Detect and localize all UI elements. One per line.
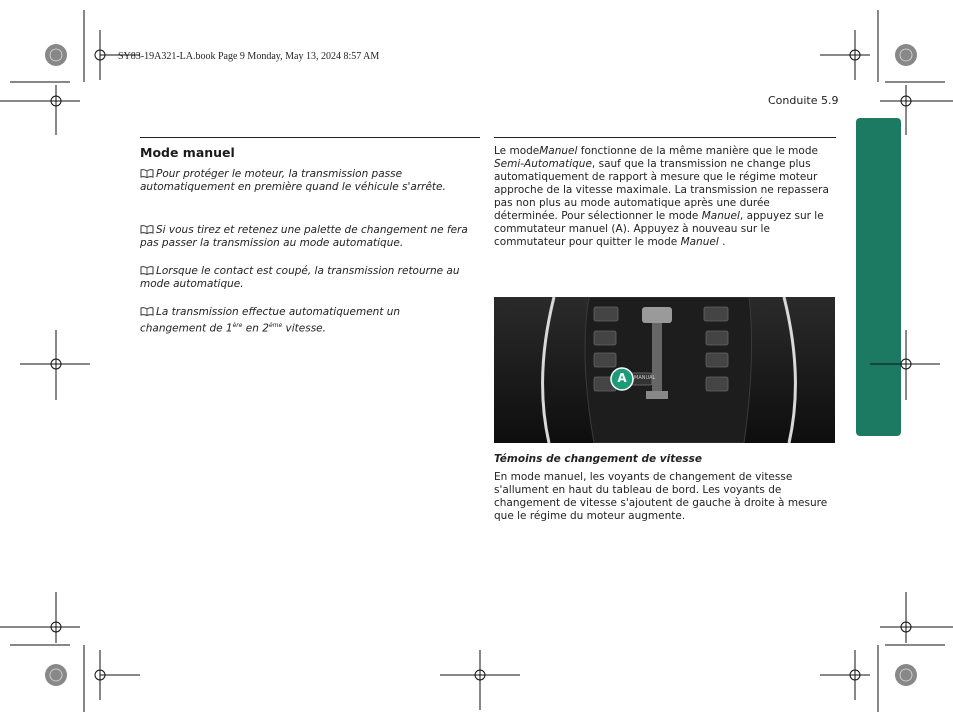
chapter-tab xyxy=(856,118,901,436)
page-number: Conduite 5.9 xyxy=(768,94,839,107)
note-1: Pour protéger le moteur, la transmission passe automatiquement en première quand le véhicule s'arrête. xyxy=(140,168,446,193)
book-icon xyxy=(140,307,154,316)
book-icon xyxy=(140,169,154,178)
figure-caption: Témoins de changement de vitesse xyxy=(494,453,702,465)
center-console-photo xyxy=(494,297,835,443)
note-4: La transmission effectue automatiquement un changement de 1ère en 2ème vitesse. xyxy=(140,306,401,335)
note-2: Si vous tirez et retenez une palette de changement ne fera pas passer la transmission au mode automatique. xyxy=(140,224,468,249)
manual-button-label: MANUAL xyxy=(634,375,656,381)
book-icon xyxy=(140,266,154,275)
section-heading: Mode manuel xyxy=(140,145,235,160)
right-column-rule xyxy=(494,137,836,138)
manual-mode-paragraph: Le modeManuel fonctionne de la même manière que le mode Semi-Automatique, sauf que la transmission ne change plus automatiquement de rapport à mesure que le régime moteur approche de la vitesse maximale. La transmission ne repassera pas non plus au mode automatique après une durée déterminée. Pour sélectionner le mode Manuel, appuyez sur le commutateur manuel (A). Appuyez à nouveau sur le commutateur pour quitter le mode Manuel . xyxy=(494,145,829,248)
shift-indicator-paragraph: En mode manuel, les voyants de changement de vitesse s'allument en haut du tableau de bord. Les voyants de changement de vitesse s'ajoutent de gauche à droite à mesure que le régime du moteur augmente. xyxy=(494,471,828,522)
print-header-line: SY83-19A321-LA.book Page 9 Monday, May 13, 2024 8:57 AM xyxy=(118,51,380,62)
left-column-rule xyxy=(140,137,480,138)
book-icon xyxy=(140,225,154,234)
callout-label: A xyxy=(617,371,627,385)
note-3: Lorsque le contact est coupé, la transmission retourne au mode automatique. xyxy=(140,265,460,290)
